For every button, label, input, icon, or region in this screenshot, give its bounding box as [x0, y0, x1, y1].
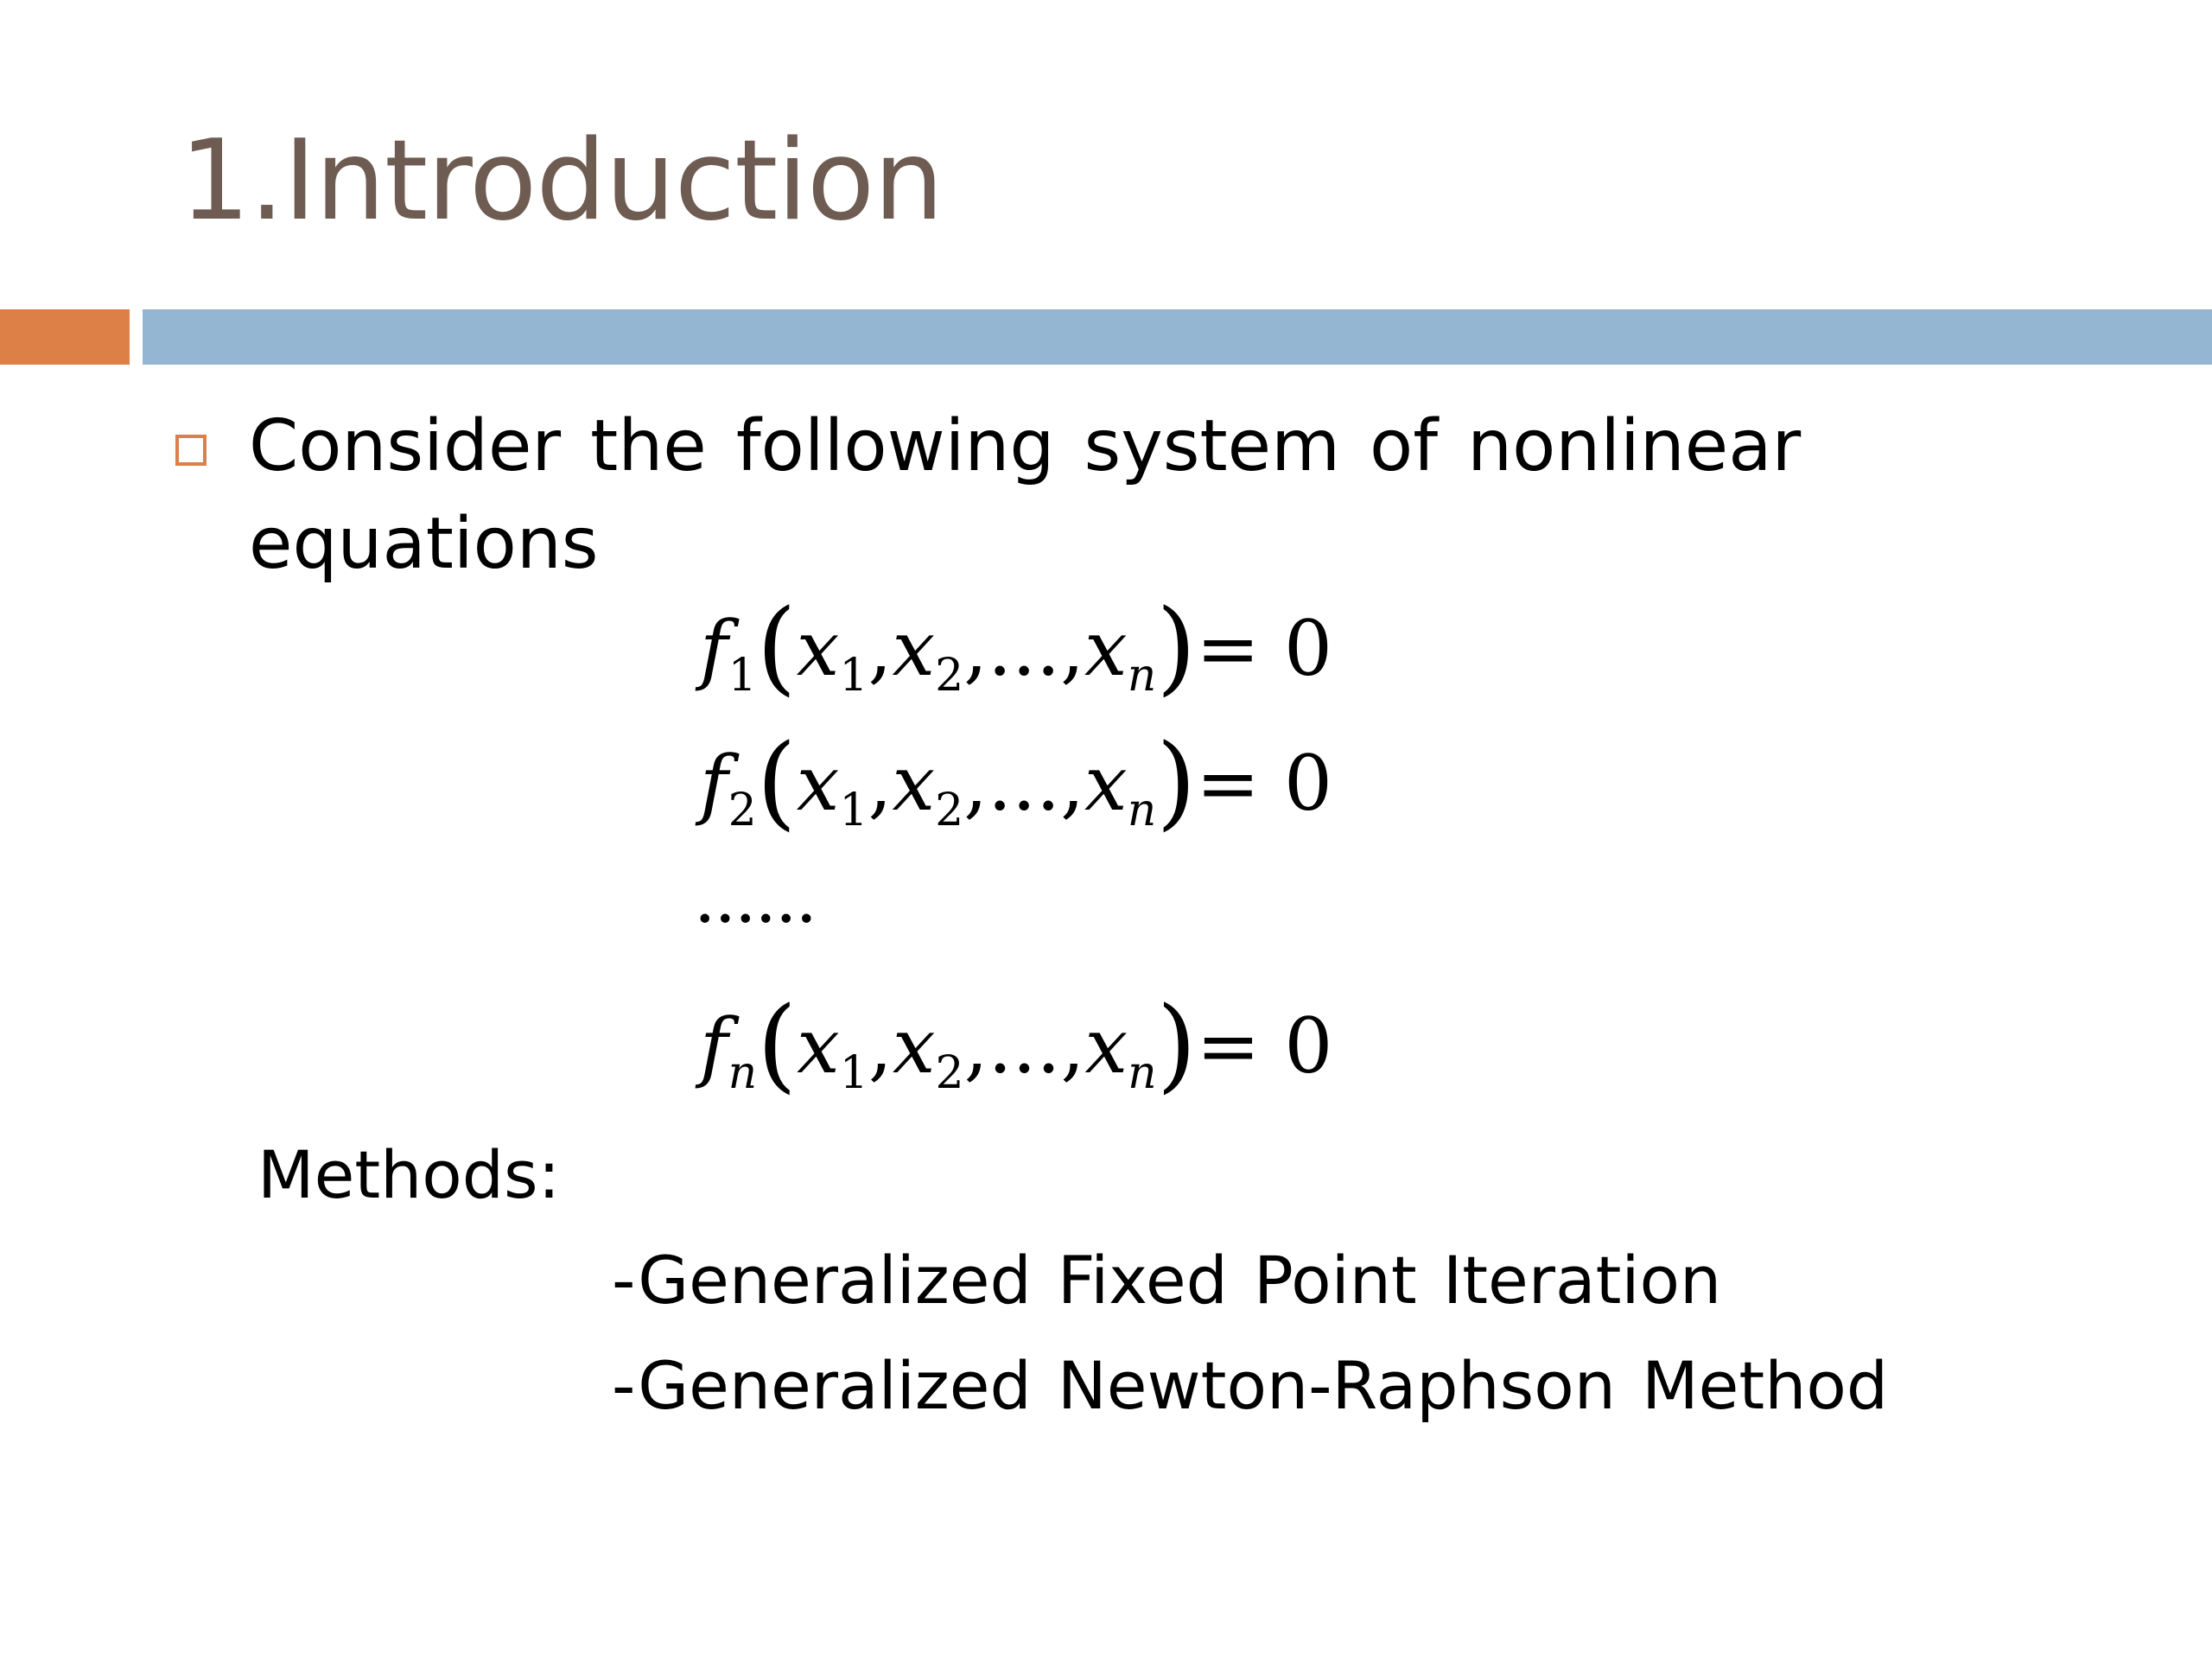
- bullet-text: Consider the following system of nonlinear equations: [249, 405, 1802, 585]
- hollow-square-bullet-icon: [175, 435, 207, 466]
- title-accent-bar: [0, 309, 130, 365]
- method-item: -Generalized Newton-Raphson Method: [612, 1347, 1889, 1424]
- equation-2: $f_2(x_1,x_2,...,x_n)= 0$: [700, 721, 1332, 841]
- method-item: -Generalized Fixed Point Iteration: [612, 1242, 1722, 1319]
- methods-label: Methods:: [257, 1136, 561, 1213]
- title-divider-bar: [143, 309, 2212, 365]
- equation-n: $f_n(x_1,x_2,...,x_n)= 0$: [700, 984, 1333, 1103]
- equation-1: $f_1(x_1,x_2,...,x_n)= 0$: [700, 587, 1332, 706]
- slide-title: 1.Introduction: [180, 117, 944, 245]
- equation-ellipsis: ......: [696, 877, 818, 934]
